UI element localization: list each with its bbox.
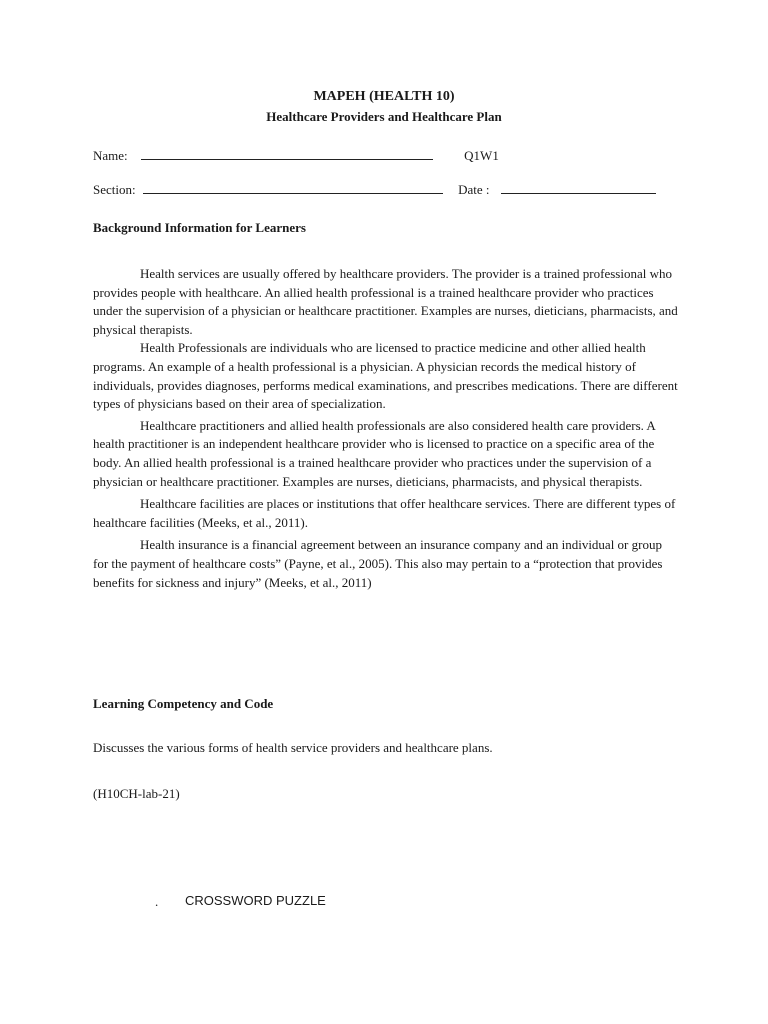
document-subtitle: Healthcare Providers and Healthcare Plan (266, 109, 502, 124)
section-label: Section: (93, 182, 136, 197)
date-label: Date : (458, 182, 490, 197)
paragraph: Health insurance is a financial agreement between an insurance company and an individual or group for the payment of healthcare costs” (Payne, et al., 2005). This also may pertain to a “protection that provides benefits for sickness and injury” (Meeks, et al., 2011) (93, 537, 663, 590)
name-blank-line (141, 147, 433, 160)
activity-title: CROSSWORD PUZZLE (185, 893, 326, 908)
competency-heading: Learning Competency and Code (93, 696, 274, 711)
section-blank-line (143, 181, 443, 194)
paragraph: Healthcare facilities are places or institutions that offer healthcare services. There are different types of healthcare facilities (Meeks, et al., 2011). (93, 496, 676, 530)
name-row (93, 147, 499, 164)
competency-code: (H10CH-lab-21) (93, 786, 180, 801)
background-heading: Background Information for Learners (93, 220, 306, 235)
name-label: Name: (93, 148, 128, 163)
document-title: MAPEH (HEALTH 10) (313, 89, 455, 104)
paragraph: Health services are usually offered by healthcare providers. The provider is a trained professional who provides people with healthcare. An allied health professional is a trained healthcare provider who practices under the supervision of a physician or healthcare practitioner. Examples are nurses, dieticians, pharmacists, and physical therapists. (93, 266, 678, 337)
paragraph: Health Professionals are individuals who are licensed to practice medicine and other allied health programs. An example of a health professional is a physician. A physician records the medical history of individuals, provides diagnoses, performs medical examinations, and prescribes medications. There are different types of physicians based on their area of specialization. (93, 340, 678, 412)
background-body (93, 265, 678, 592)
activity-bullet: . (155, 894, 159, 909)
competency-text: Discusses the various forms of health service providers and healthcare plans. (93, 740, 493, 755)
quarter-week-code: Q1W1 (464, 148, 499, 163)
date-blank-line (501, 181, 656, 194)
paragraph: Healthcare practitioners and allied health professionals are also considered health care providers. A health practitioner is an independent healthcare provider who is licensed to practice on a specific area of the body. An allied health professional is a trained healthcare provider who practices under the supervision of a physician or healthcare practitioner. Examples are nurses, dieticians, pharmacists, and physical therapists. (93, 417, 656, 489)
section-date-row (93, 181, 656, 198)
